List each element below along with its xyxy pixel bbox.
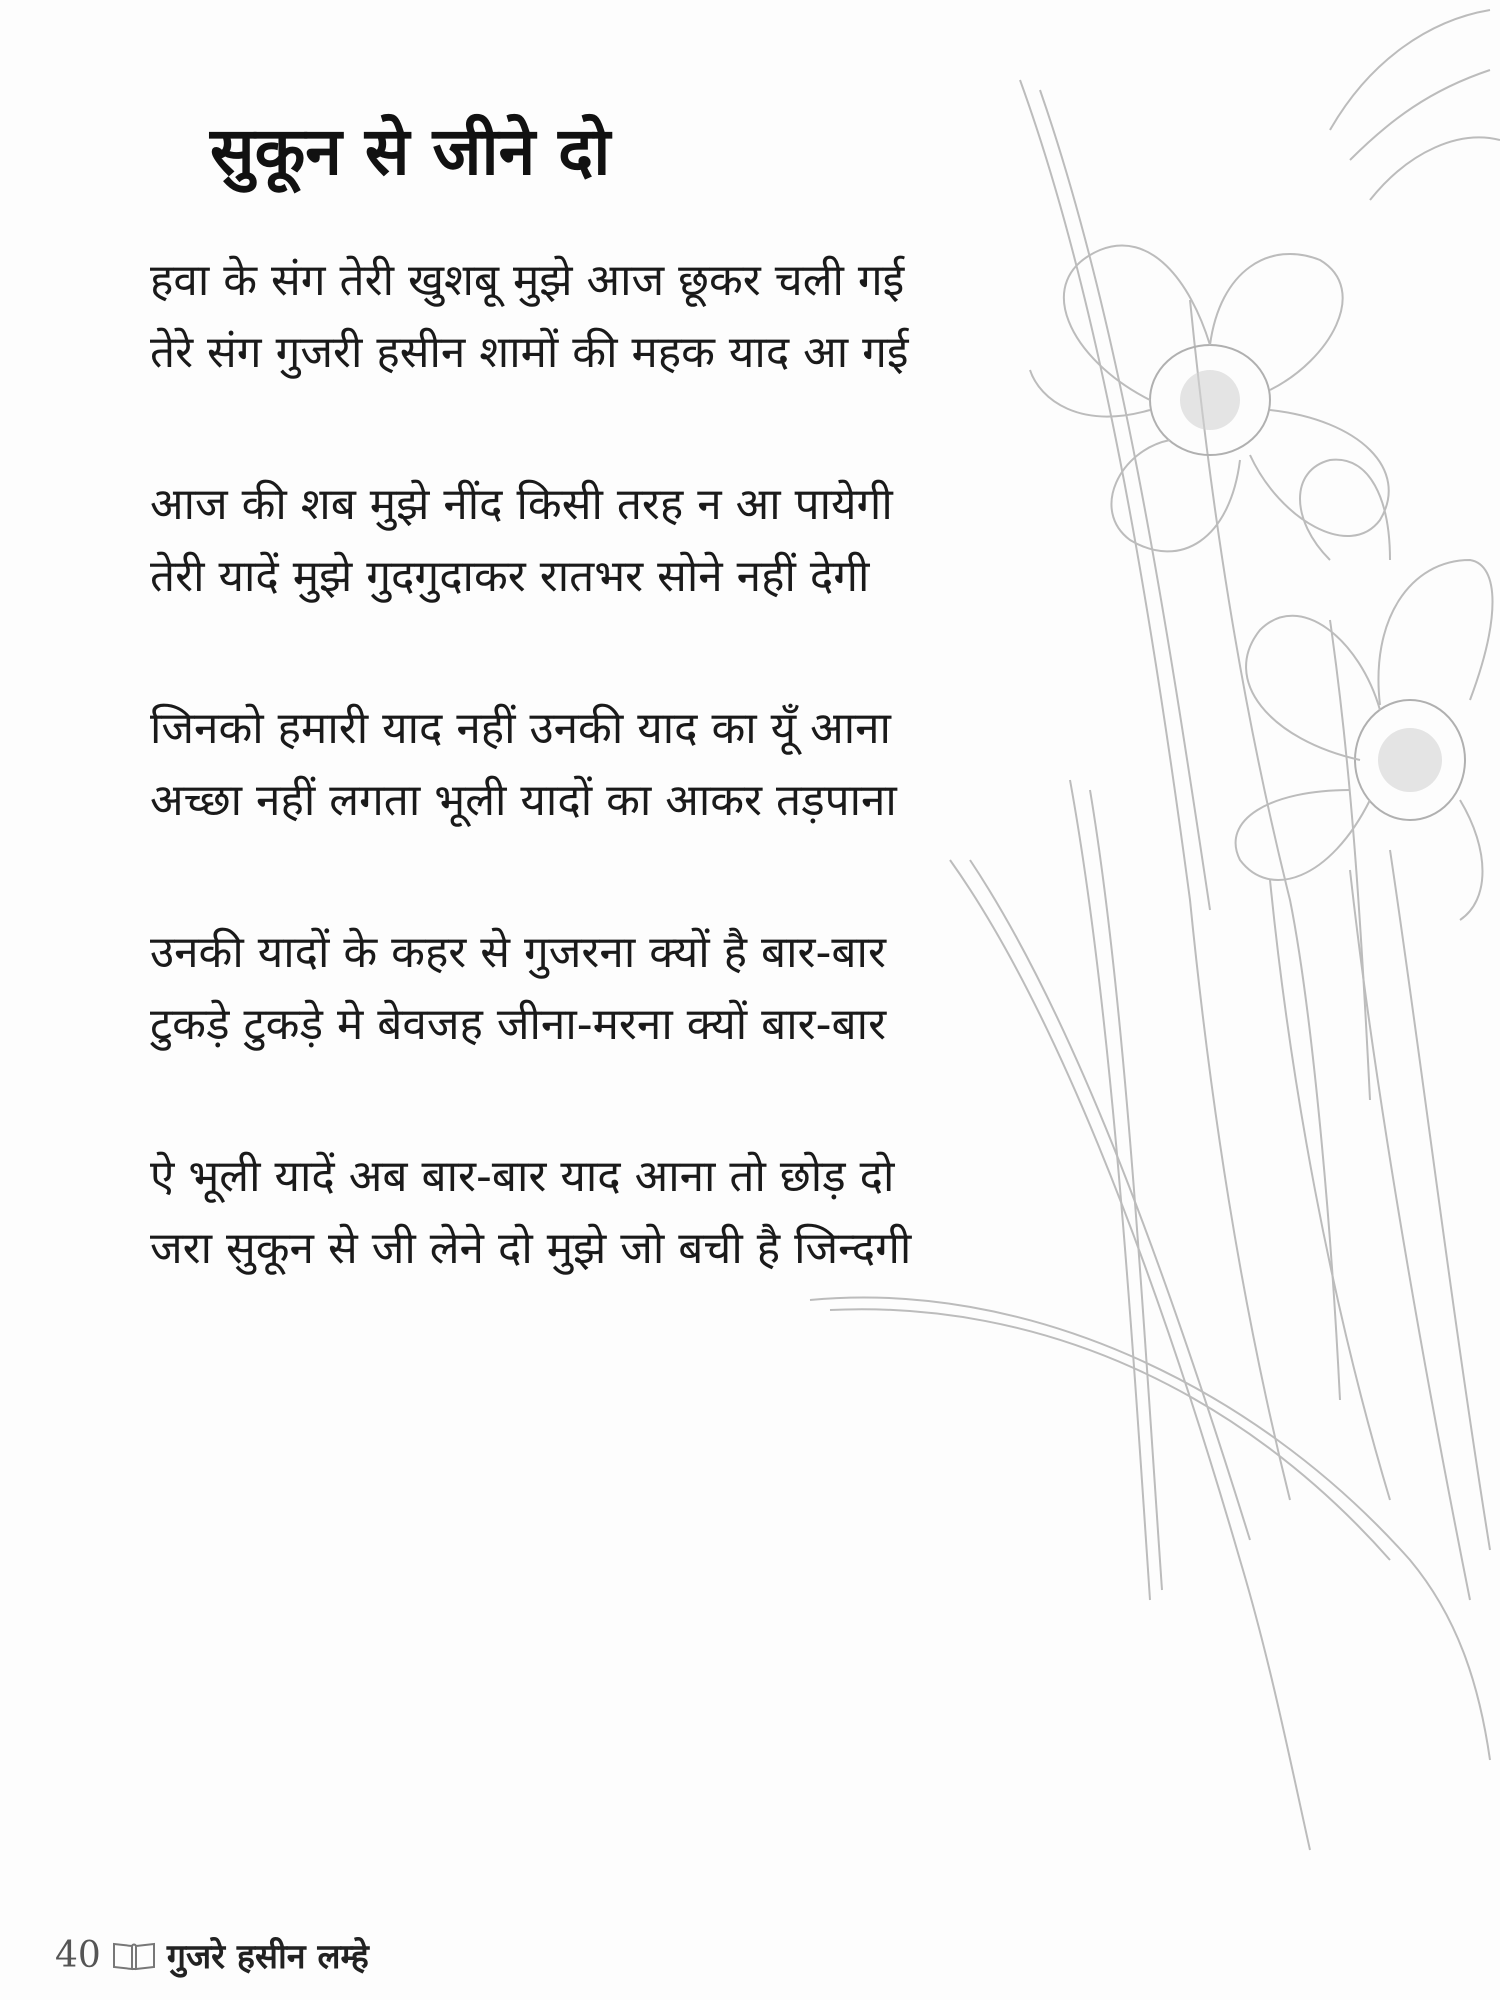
stanza [150, 1141, 970, 1285]
poem-body [150, 245, 970, 1365]
poem-line: आज की शब मुझे नींद किसी तरह न आ पायेगी [150, 479, 893, 530]
page-number: 40 [55, 1934, 101, 1976]
page-footer [55, 1930, 369, 1980]
poem-title: सुकून से जीने दो [210, 113, 611, 191]
poem-line: हवा के संग तेरी खुशबू मुझे आज छूकर चली गई [150, 255, 905, 306]
stanza [150, 245, 970, 389]
book-title: गुजरे हसीन लम्हे [166, 1937, 369, 1977]
poem-line: तेरे संग गुजरी हसीन शामों की महक याद आ गई [150, 327, 909, 378]
poem-line: तेरी यादें मुझे गुदगुदाकर रातभर सोने नहीं देगी [150, 551, 870, 602]
stanza [150, 469, 970, 613]
poem-line: उनकी यादों के कहर से गुजरना क्यों है बार-बार [150, 927, 886, 978]
poem-line: अच्छा नहीं लगता भूली यादों का आकर तड़पाना [150, 775, 897, 826]
stanza [150, 693, 970, 837]
poem-line: जरा सुकून से जी लेने दो मुझे जो बची है जिन्दगी [150, 1223, 912, 1274]
poem-line: जिनको हमारी याद नहीं उनकी याद का यूँ आना [150, 703, 891, 754]
poem-line: टुकड़े टुकड़े मे बेवजह जीना-मरना क्यों बार-बार [150, 999, 887, 1050]
stanza [150, 917, 970, 1061]
open-book-icon [111, 1938, 157, 1972]
poem-line: ऐ भूली यादें अब बार-बार याद आना तो छोड़ दो [150, 1151, 895, 1202]
